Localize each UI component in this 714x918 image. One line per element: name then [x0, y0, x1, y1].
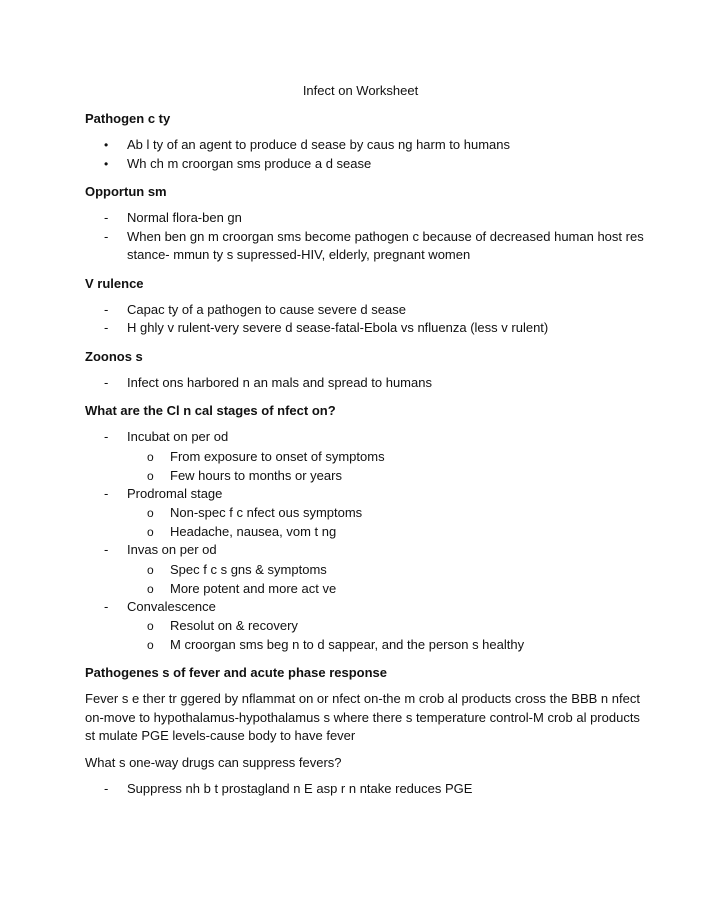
stage-item	[85, 428, 645, 485]
list-item	[85, 780, 645, 799]
section-heading: Pathogen c ty	[85, 111, 171, 126]
sub-list-item	[127, 579, 645, 598]
sub-list-item-text: Few hours to months or years	[170, 467, 342, 483]
list-item-text: Ab l ty of an agent to produce d sease by caus ng harm to humans	[127, 137, 511, 152]
dash-icon: -	[104, 301, 109, 317]
dash-icon: -	[104, 210, 109, 225]
section-clinical-stages	[85, 402, 645, 654]
sub-list	[127, 447, 645, 485]
list-item	[85, 228, 645, 265]
section-heading: Pathogenes s of fever and acute phase response	[85, 665, 387, 680]
list-item	[85, 319, 645, 338]
sub-list-item-text: M croorgan sms beg n to d sappear, and the person s healthy	[170, 637, 525, 652]
list-item	[85, 136, 645, 155]
section-virulence	[85, 275, 645, 338]
list-item-text: Infect ons harbored n an mals and spread to humans	[127, 374, 432, 390]
dash-list	[85, 301, 645, 338]
circle-bullet-icon: o	[147, 638, 154, 652]
dash-icon: -	[104, 429, 109, 444]
circle-bullet-icon: o	[147, 581, 154, 596]
sub-list-item-text: Non-spec f c nfect ous symptoms	[170, 505, 363, 520]
dash-icon: -	[104, 485, 109, 501]
sub-list	[127, 503, 645, 541]
stage-item	[85, 598, 645, 655]
bullet-icon: •	[104, 156, 109, 171]
section-heading: Opportun sm	[85, 184, 167, 199]
circle-bullet-icon: o	[147, 619, 154, 633]
dash-icon: -	[104, 320, 109, 335]
sub-list-item	[127, 503, 645, 522]
circle-bullet-icon: o	[147, 525, 154, 539]
list-item-text: Normal flora-ben gn	[127, 210, 242, 225]
section-fever	[85, 664, 645, 799]
sub-list	[127, 616, 645, 654]
section-heading: Zoonos s	[85, 348, 143, 364]
list-item	[85, 301, 645, 320]
sub-list-item	[127, 635, 645, 654]
stage-label: Prodromal stage	[127, 485, 223, 501]
stage-item	[85, 485, 645, 542]
section-pathogenicity	[85, 110, 645, 173]
section-heading: V rulence	[85, 275, 144, 291]
circle-bullet-icon: o	[147, 562, 154, 577]
bullet-icon: •	[104, 138, 109, 152]
list-item	[85, 155, 645, 174]
section-heading: What are the Cl n cal stages of nfect on?	[85, 403, 336, 418]
stage-label: Incubat on per od	[127, 429, 229, 444]
dash-icon: -	[104, 374, 109, 390]
list-item-text: Suppress nh b t prostagland n E asp r n ntake reduces PGE	[127, 781, 473, 796]
list-item-text: H ghly v rulent-very severe d sease-fatal-Ebola vs nfluenza (less v rulent)	[127, 320, 549, 335]
circle-bullet-icon: o	[147, 506, 154, 520]
dash-icon: -	[104, 598, 109, 614]
stage-item	[85, 541, 645, 598]
sub-list-item	[127, 447, 645, 466]
list-item-text: Wh ch m croorgan sms produce a d sease	[127, 155, 372, 171]
list-item	[85, 374, 645, 393]
document-body	[85, 110, 645, 809]
circle-bullet-icon: o	[147, 468, 154, 483]
list-item	[85, 209, 645, 228]
sub-list-item-text: From exposure to onset of symptoms	[170, 448, 385, 464]
dash-list	[85, 780, 645, 799]
dash-list	[85, 209, 645, 265]
list-item-text: When ben gn m croorgan sms become pathogen c because of decreased human host res stance- mmun ty s supressed-HIV, elderly, pregnant women	[127, 228, 644, 262]
sub-list-item	[127, 466, 645, 485]
sub-list-item-text: Spec f c s gns & symptoms	[170, 561, 327, 577]
list-item-text: Capac ty of a pathogen to cause severe d sease	[127, 301, 406, 317]
sub-list-item-text: Resolut on & recovery	[170, 618, 298, 633]
section-zoonosis	[85, 348, 645, 393]
sub-list-item-text: Headache, nausea, vom t ng	[170, 524, 337, 539]
section-opportunism	[85, 183, 645, 265]
sub-list-item	[127, 560, 645, 579]
dash-list	[85, 374, 645, 393]
sub-list	[127, 560, 645, 598]
fever-paragraph: Fever s e ther tr ggered by nflammat on or nfect on-the m crob al products cross the BBB n nfect on-move to hypothalamus-hypothalamus s where there s temperature control-M crob al products st mulate PGE levels-cause body to have fever	[85, 691, 640, 743]
fever-question: What s one-way drugs can suppress fevers?	[85, 754, 342, 770]
dash-icon: -	[104, 781, 109, 796]
dash-list	[85, 428, 645, 654]
sub-list-item-text: More potent and more act ve	[170, 580, 337, 596]
bullet-list	[85, 136, 645, 173]
dash-icon: -	[104, 542, 109, 557]
sub-list-item	[127, 522, 645, 541]
stage-label: Convalescence	[127, 598, 216, 614]
sub-list-item	[127, 616, 645, 635]
stage-label: Invas on per od	[127, 542, 217, 557]
dash-icon: -	[104, 228, 109, 244]
circle-bullet-icon: o	[147, 449, 154, 464]
document-title: Infect on Worksheet	[302, 83, 419, 98]
